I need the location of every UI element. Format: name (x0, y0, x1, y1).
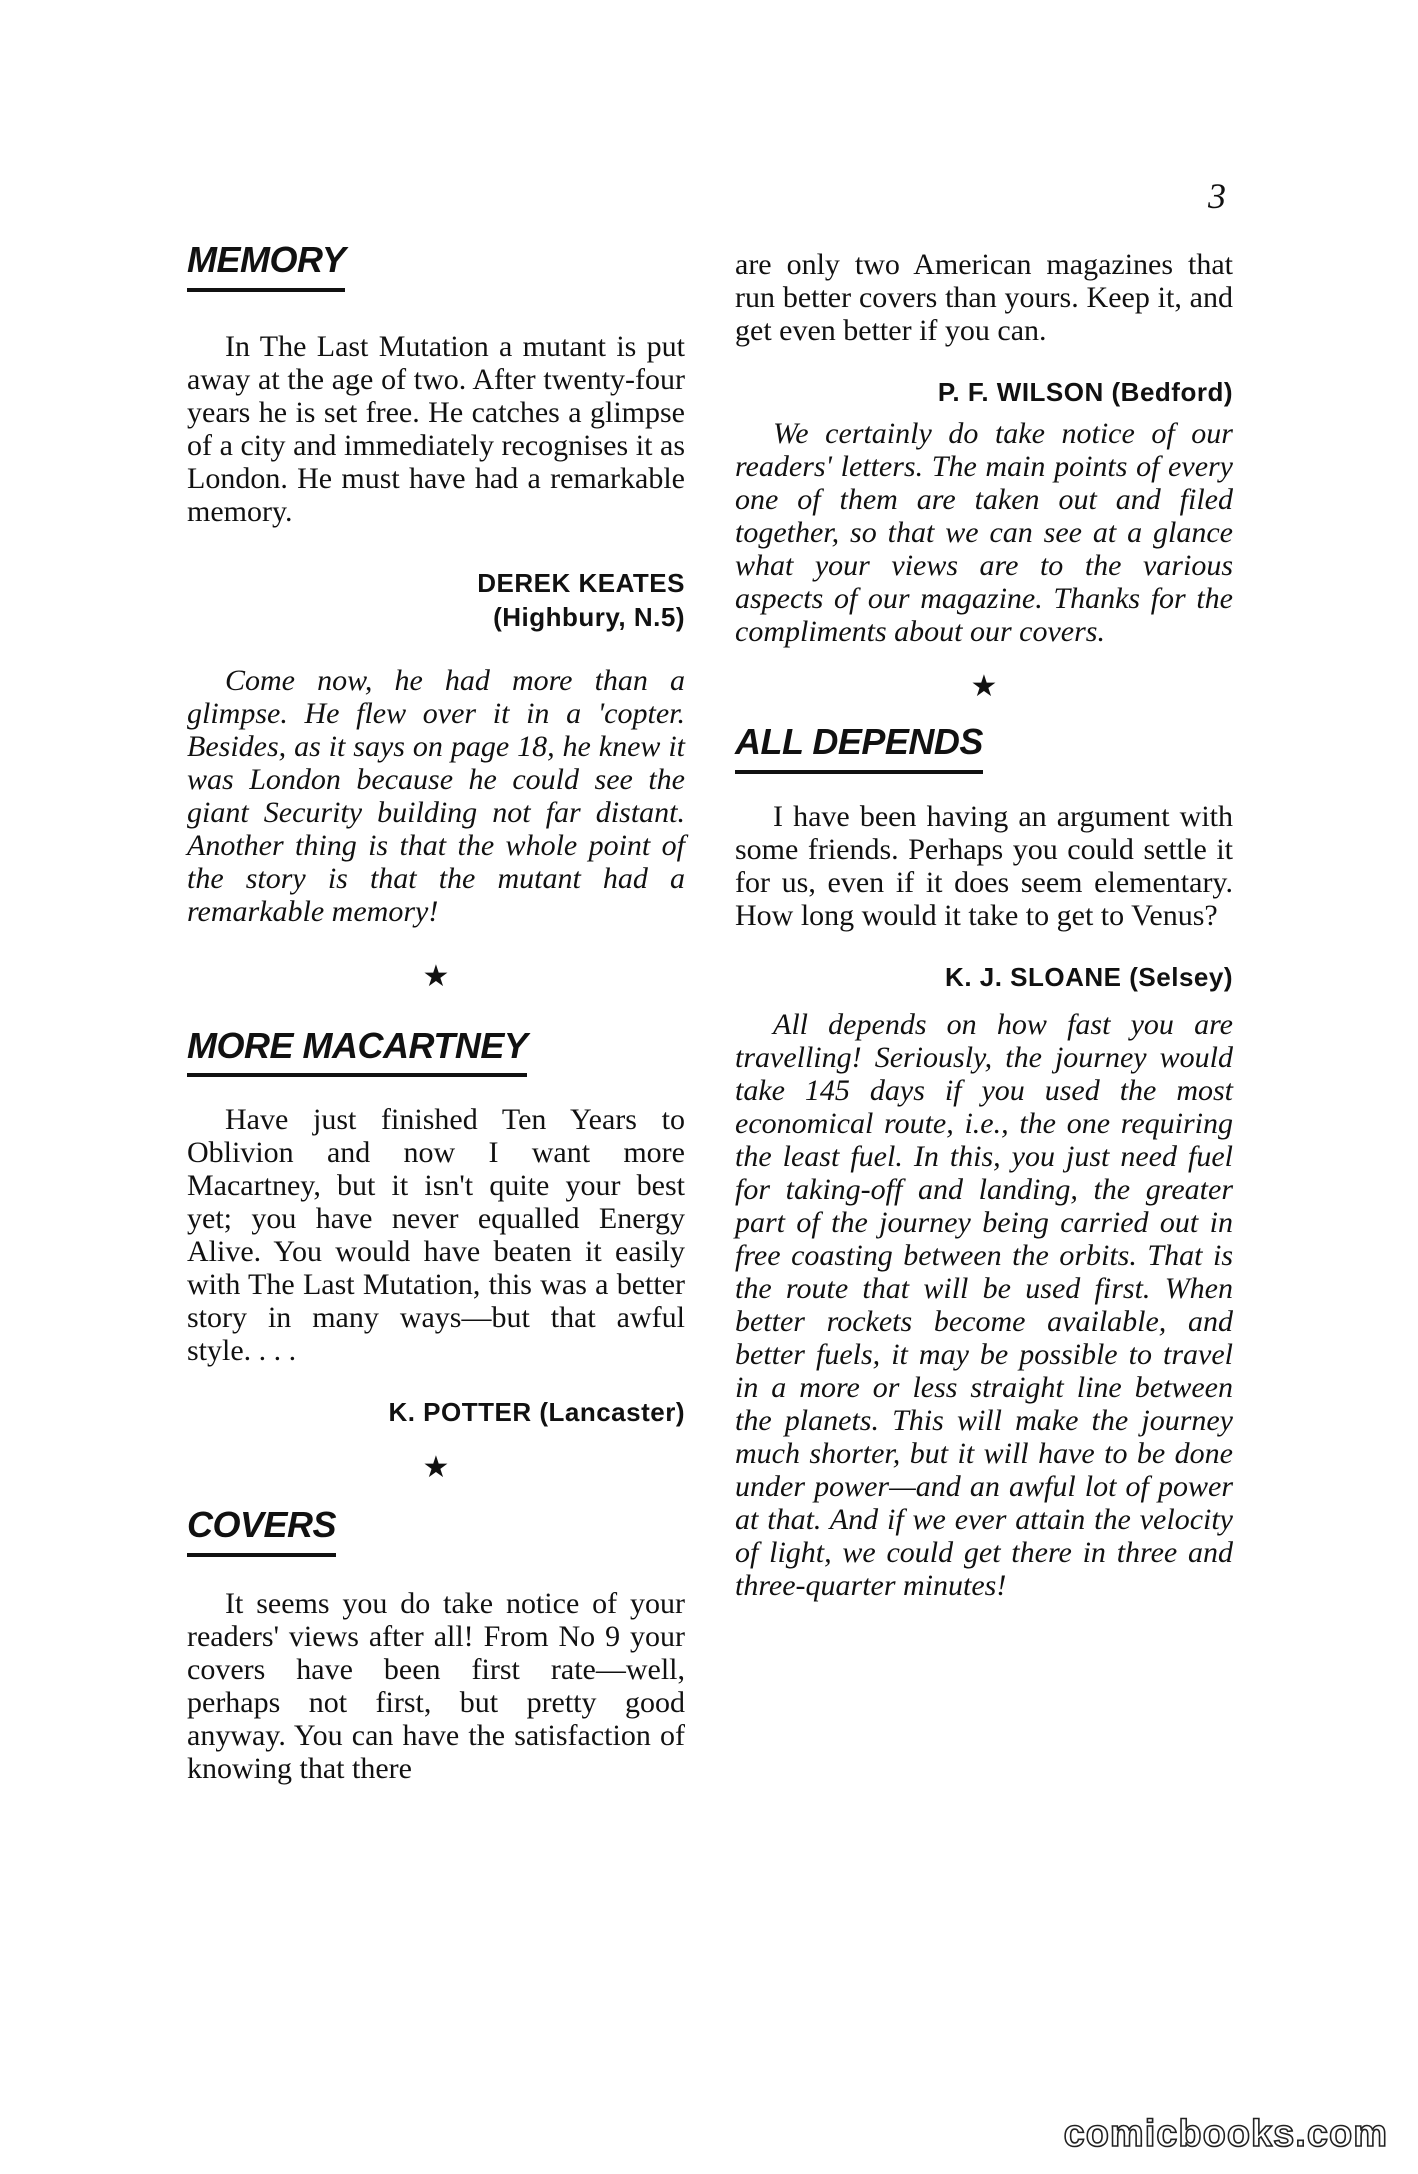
right-column (735, 248, 1233, 1602)
star-divider: ★ (422, 959, 450, 993)
sig-name: P. F. WILSON (937, 377, 1104, 407)
letter-all-depends: I have been having an argument with some friends. Perhaps you could settle it for us, even if it does seem elementary. How long would it take to get to Venus? (735, 799, 1233, 932)
heading-covers: COVERS (187, 1505, 336, 1557)
star-divider: ★ (422, 1451, 450, 1485)
signature-p-f-wilson (735, 375, 1233, 409)
sig-location: (Bedford) (1111, 377, 1233, 407)
heading-more-macartney: MORE MACARTNEY (187, 1026, 527, 1078)
signature-k-potter (187, 1395, 685, 1429)
reply-all-depends: All depends on how fast you are travelling! Seriously, the journey would take 145 days if you used the most economical route, i.e., the one requiring the least fuel. In this, you just need fuel for taking-off and landing, the greater part of the journey being carried out in free coasting between the orbits. That is the route that will be used first. When better rockets become available, and better fuels, it may be possible to travel in a more or less straight line between the planets. This will make the journey much shorter, but it will have to be done under power—and an awful lot of power at that. And if we ever attain the velocity of light, we could get there in three and three-quarter minutes! (735, 1007, 1233, 1602)
reply-memory: Come now, he had more than a glimpse. He flew over it in a 'copter. Besides, as it says on page 18, he knew it was London because he could see the giant Security building not far distant. Another thing is that the whole point of the story is that the mutant had a remarkable memory! (187, 663, 685, 928)
reply-covers: We certainly do take notice of our readers' letters. The main points of every one of them are taken out and filed together, so that we can see at a glance what your views are to the various aspects of our magazine. Thanks for the compliments about our covers. (735, 417, 1233, 648)
left-column (187, 240, 685, 1785)
sig-name: DEREK KEATES (477, 567, 685, 598)
letter-covers: It seems you do take notice of your readers' views after all! From No 9 your covers have been first rate—well, perhaps not first, but pretty good anyway. You can have the satisfaction of knowing that there (187, 1586, 685, 1785)
sig-location: (Lancaster) (539, 1397, 685, 1428)
sig-name: K. J. SLOANE (945, 961, 1122, 992)
heading-all-depends: ALL DEPENDS (735, 722, 983, 774)
letter-memory: In The Last Mutation a mutant is put away at the age of two. After twenty-four years he is set free. He catches a glimpse of a city and immediately recognises it as London. He must have had a remarkable memory. (187, 329, 685, 528)
star-divider: ★ (970, 670, 998, 703)
letter-macartney: Have just finished Ten Years to Oblivion and now I want more Macartney, but it isn't quite your best yet; you have never equalled Energy Alive. You would have beaten it easily with The Last Mutation, this was a better story in many ways—but that awful style. . . . (187, 1103, 685, 1368)
watermark-logo: comicbooks.com (1063, 2113, 1388, 2155)
sig-name: K. POTTER (388, 1397, 532, 1428)
page-number: 3 (1208, 176, 1226, 216)
heading-memory: MEMORY (187, 240, 345, 292)
sig-location: (Highbury, N.5) (493, 601, 685, 632)
signature-derek-keates (187, 566, 685, 634)
signature-k-j-sloane (735, 960, 1233, 994)
letter-covers-continued: are only two American magazines that run better covers than yours. Keep it, and get even better if you can. (735, 248, 1233, 347)
sig-location: (Selsey) (1129, 961, 1233, 992)
